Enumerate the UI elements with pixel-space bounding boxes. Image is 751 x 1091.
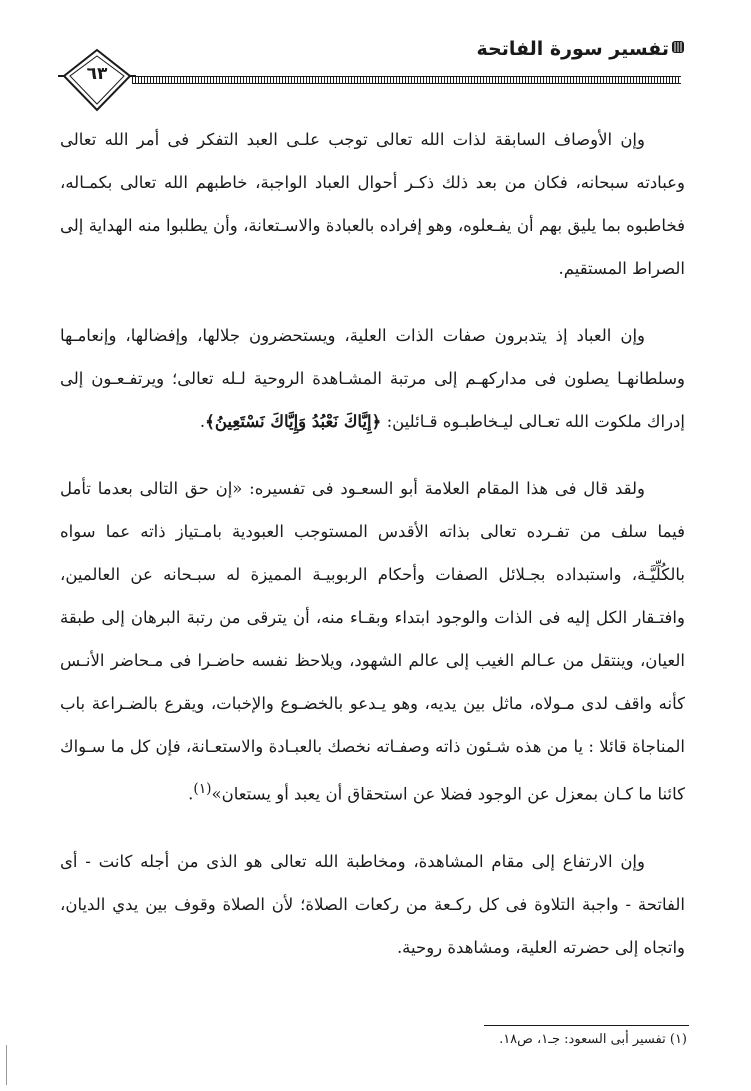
body-text [60, 118, 685, 969]
header-hatched-rule [132, 76, 681, 84]
header-ornament-icon [671, 40, 685, 54]
margin-mark [6, 1045, 9, 1085]
paragraph: وإن الارتفاع إلى مقام المشاهدة، ومخاطبة الله تعالى هو الذى من أجله كانت - أى الفاتحة - واجبة التلاوة فى كل ركـعة من ركعات الصلاة؛ لأن الصلاة وقوف بين يدي الديان، واتجاه إلى حضرته العلية، ومشاهدة روحية. [60, 851, 685, 957]
page-number: ٦٣ [86, 64, 108, 84]
footnote: (١) تفسير أبى السعود: جـ١، ص١٨. [499, 1032, 687, 1047]
footnote-ref: (١) [193, 781, 212, 797]
verse-end: . [199, 412, 206, 431]
paragraph [60, 314, 685, 443]
paragraph [60, 467, 685, 816]
paragraph-end: . [188, 784, 194, 804]
paragraph: وإن الأوصاف السابقة لذات الله تعالى توجب علـى العبد التفكر فى أمر الله تعالى وعبادته سبحانه، فكان من بعد ذلك ذكـر أحوال العباد الواجبة، خاطبهم الله تعالى بكمـاله، فخاطبوه بما يليق بهم أن يفـعلوه، وهو إفراده بالعبادة والاسـتعانة، وأن يطلبوا منه الهداية إلى الصراط المستقيم. [60, 130, 685, 278]
quran-verse: ﴿إِيَّاكَ نَعْبُدُ وَإِيَّاكَ نَسْتَعِينُ﴾ [205, 412, 382, 431]
footnote-divider [484, 1025, 689, 1026]
paragraph-text: وإن العباد إذ يتدبرون صفات الذات العلية، ويستحضرون جلالها، وإفضالها، وإنعامـها وسلطانهـا يصلون فى مداركهـم إلى مرتبة المشـاهدة الروحية لـله تعالى؛ ويرتفـعـون إلى إدراك ملكوت الله تعـالى ليـخاطبـوه قـائلين: [60, 326, 685, 431]
paragraph-text: ولقد قال فى هذا المقام العلامة أبو السعـود فى تفسيره: «إن حق التالى بعدما تأمل فيما سلف من تفـرده تعالى بذاته الأقدس المستوجب العبودية بامـتياز ذاته عما سواه بالكُلِّيَّـة، واستبداده بجـلائل الصفات وأحكام الربوبيـة المميزة له سبـحانه عن العالمين، وافتـقار الكل إليه فى الذات والوجود ابتداء وبقـاء منه، أن يترقى من رتبة البرهان إلى طبقة العيان، وينتقل من عـالم الغيب إلى عالم الشهود، ويلاحظ نفسه حاضـرا فى مـحاضر الأنـس كأنه واقف لدى مـولاه، ماثل بين يديه، وهو يـدعو بالخضـوع والإخبات، ويقرع بالضـراعة باب المناجاة قائلا : يا من هذه شـئون ذاته وصفـاته نخصك بالعبـادة والاستعـانة، فإن كل ما سـواك كائنا ما كـان بمعزل عن الوجود فضلا عن استحقاق أن يعبد أو يستعان» [60, 479, 685, 804]
running-header-title: تفسير سورة الفاتحة [476, 38, 669, 60]
